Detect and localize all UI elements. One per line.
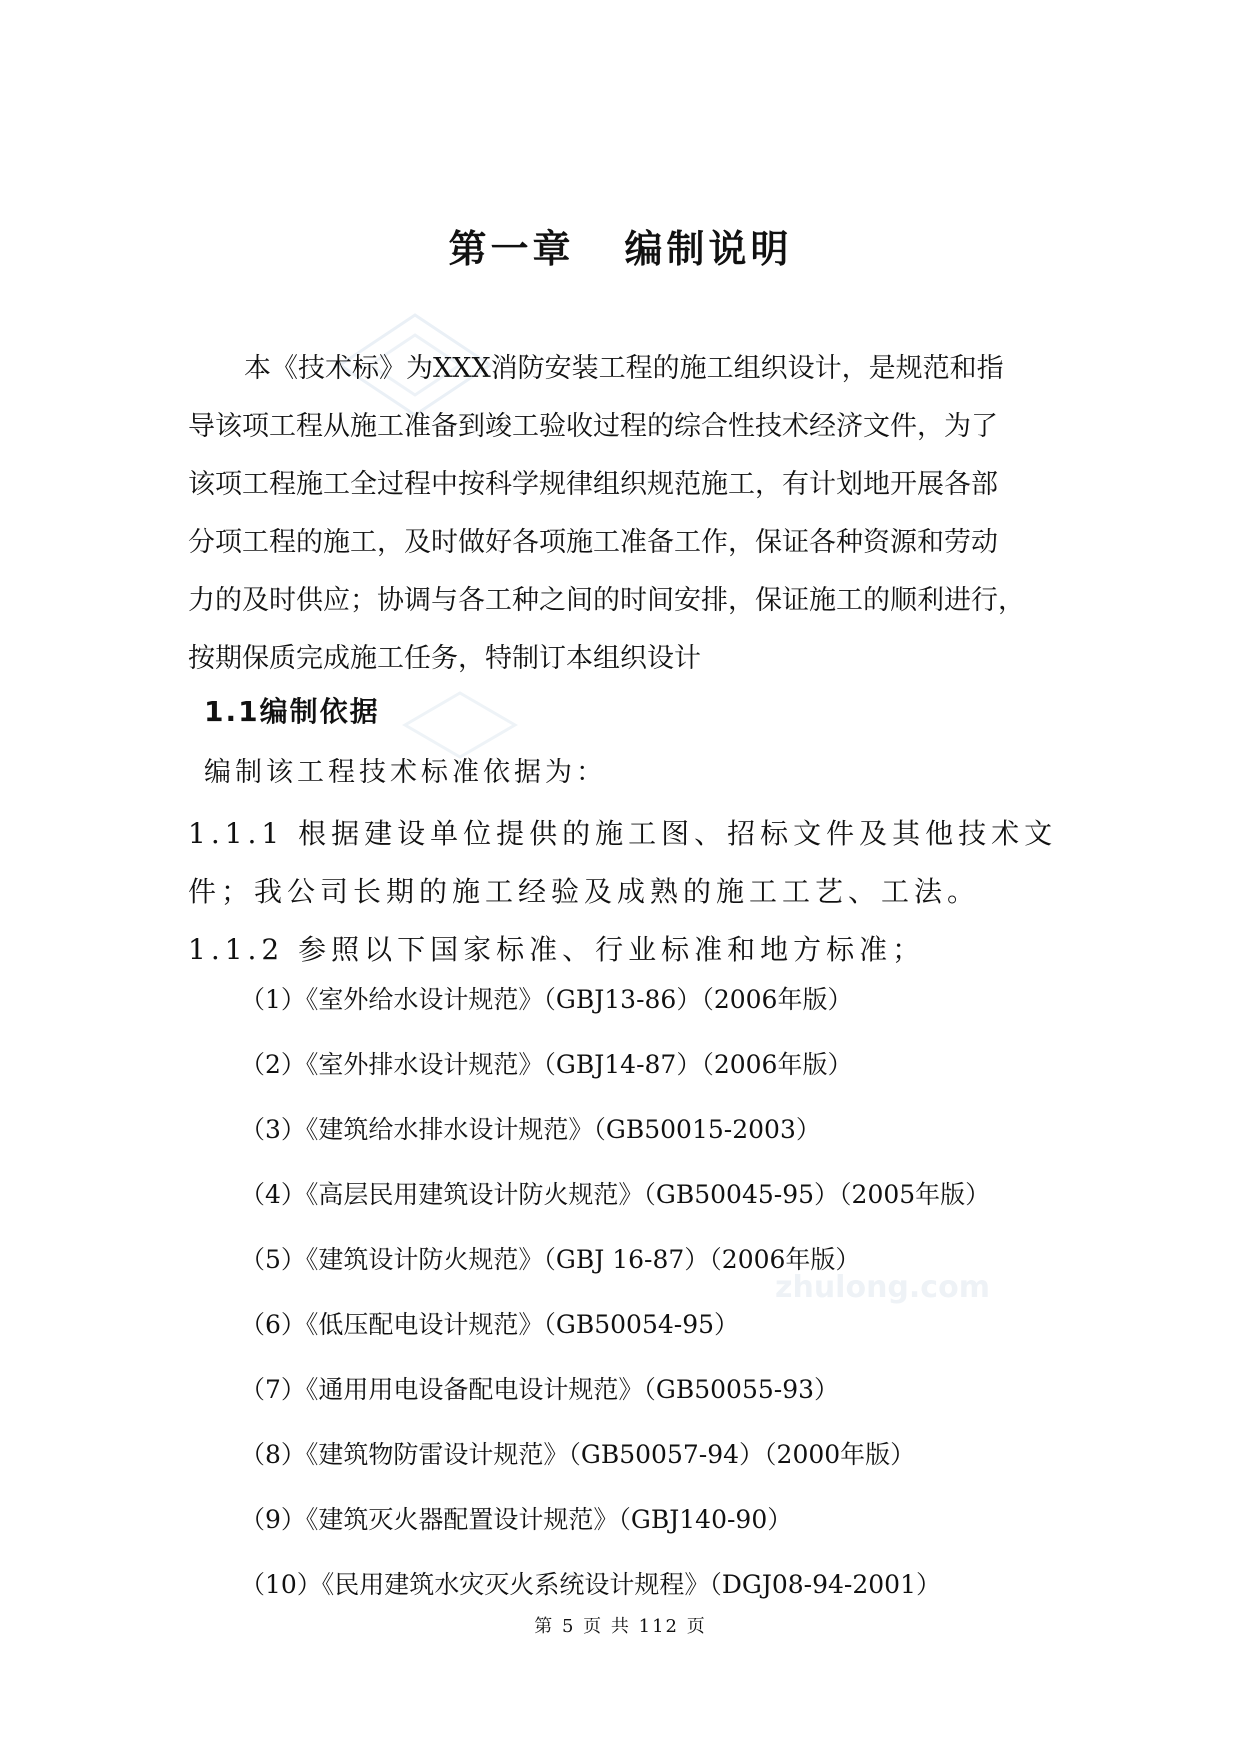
clause-line: 1.1.1 根据建设单位提供的施工图、招标文件及其他技术文 [188,817,1058,850]
intro-line: 该项工程施工全过程中按科学规律组织规范施工，有计划地开展各部 [188,469,998,500]
standard-item: （6）《低压配电设计规范》（GB50054-95） [240,1310,740,1339]
standard-item: （4）《高层民用建筑设计防火规范》（GB50045-95）（2005年版） [240,1180,991,1209]
standard-item: （7）《通用用电设备配电设计规范》（GB50055-93） [240,1375,840,1404]
basis-intro: 编制该工程技术标准依据为： [204,757,607,788]
intro-line: 本《技术标》为XXX消防安装工程的施工组织设计，是规范和指 [244,353,1004,384]
standard-item: （3）《建筑给水排水设计规范》（GB50015-2003） [240,1115,821,1144]
standard-item: （2）《室外排水设计规范》（GBJ14-87）（2006年版） [240,1050,853,1079]
clause-line: 件；我公司长期的施工经验及成熟的施工工艺、工法。 [188,875,981,908]
intro-line: 分项工程的施工，及时做好各项施工准备工作，保证各种资源和劳动 [188,527,998,558]
page-footer: 第 5 页 共 112 页 [534,1616,707,1637]
chapter-number: 第一章 [448,227,575,271]
intro-paragraph [188,340,1068,688]
clauses [188,805,1068,979]
intro-line: 力的及时供应；协调与各工种之间的时间安排，保证施工的顺利进行， [188,585,1025,616]
standard-item: （9）《建筑灭火器配置设计规范》（GBJ140-90） [240,1505,793,1534]
standard-item: （1）《室外给水设计规范》（GBJ13-86）（2006年版） [240,985,853,1014]
watermark-text: zhulong.com [775,1270,990,1305]
standard-item: （10）《民用建筑水灾灭火系统设计规程》（DGJ08-94-2001） [240,1570,941,1599]
standards-list [240,975,990,1625]
standard-item: （5）《建筑设计防火规范》（GBJ 16-87）（2006年版） [240,1245,861,1274]
clause-line: 1.1.2 参照以下国家标准、行业标准和地方标准； [188,933,926,966]
intro-line: 导该项工程从施工准备到竣工验收过程的综合性技术经济文件，为了 [188,411,998,442]
intro-line: 按期保质完成施工任务，特制订本组织设计 [188,643,701,674]
standard-item: （8）《建筑物防雷设计规范》（GB50057-94）（2000年版） [240,1440,916,1469]
chapter-name: 编制说明 [624,227,793,271]
chapter-title [0,218,1241,273]
section-heading: 1.1编制依据 [204,695,380,728]
